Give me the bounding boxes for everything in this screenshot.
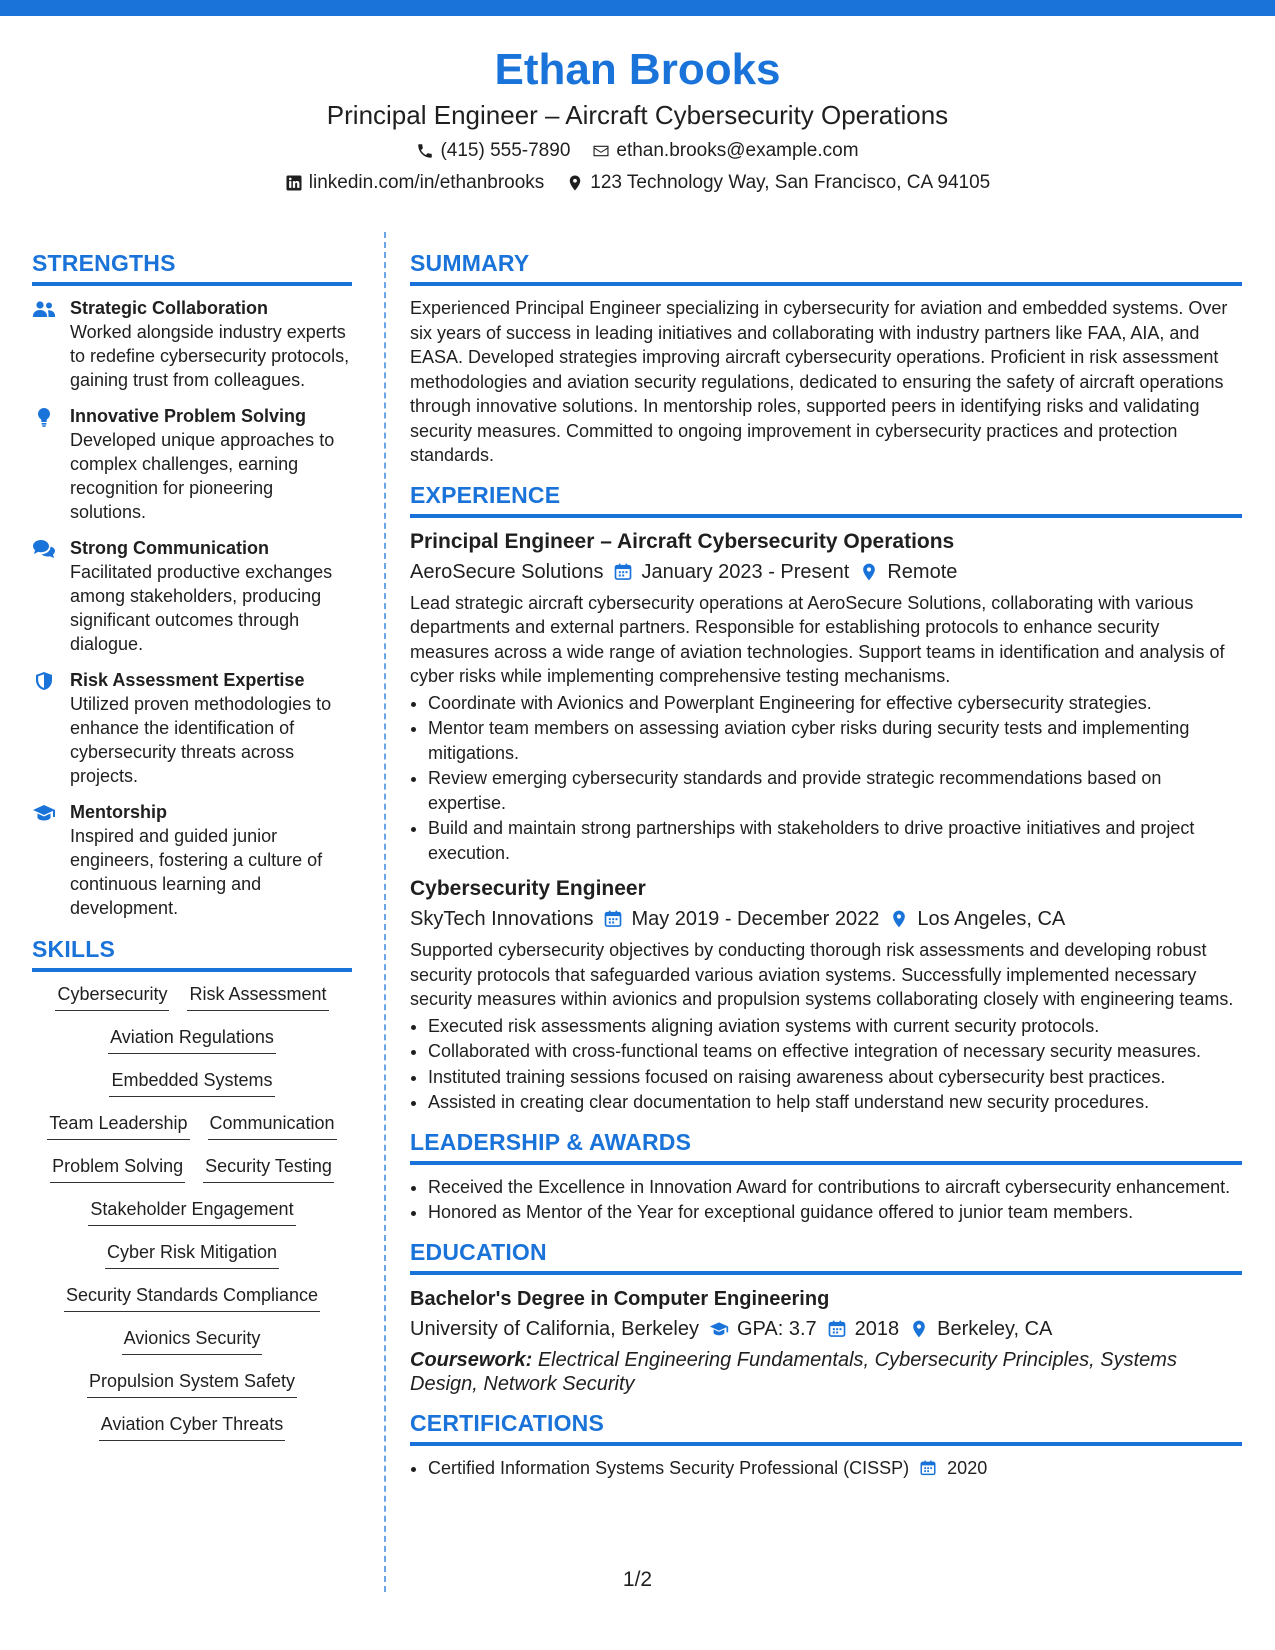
strengths-heading: STRENGTHS bbox=[32, 248, 352, 286]
job-location: Los Angeles, CA bbox=[917, 908, 1066, 930]
strength-item bbox=[32, 668, 352, 788]
strength-title: Mentorship bbox=[70, 802, 167, 822]
strength-item bbox=[32, 296, 352, 392]
left-column bbox=[32, 248, 352, 1455]
skills-list bbox=[32, 982, 352, 1441]
graduation-year: 2018 bbox=[854, 1317, 900, 1340]
strength-item bbox=[32, 800, 352, 920]
skill-row bbox=[32, 1154, 352, 1183]
map-pin-icon bbox=[909, 1319, 929, 1339]
linkedin-icon bbox=[285, 174, 303, 192]
skill-tag: Security Standards Compliance bbox=[64, 1283, 320, 1312]
leadership-heading: LEADERSHIP & AWARDS bbox=[410, 1127, 1242, 1165]
strength-description: Worked alongside industry experts to redefine cybersecurity protocols, gaining trust from colleagues. bbox=[70, 322, 350, 390]
linkedin-text: linkedin.com/in/ethanbrooks bbox=[308, 172, 545, 193]
calendar-icon bbox=[827, 1319, 847, 1339]
envelope-icon bbox=[592, 142, 610, 160]
list-item bbox=[428, 1456, 1242, 1481]
school-location: Berkeley, CA bbox=[937, 1317, 1053, 1340]
job-entry bbox=[410, 528, 1242, 866]
summary-heading: SUMMARY bbox=[410, 248, 1242, 286]
skill-row bbox=[32, 1197, 352, 1226]
coursework bbox=[410, 1348, 1242, 1396]
skill-row bbox=[32, 982, 352, 1011]
shield-icon bbox=[32, 668, 58, 788]
list-item: • Review emerging cybersecurity standards and provide strategic recommendations based on expertise. bbox=[428, 766, 1242, 815]
gpa-text: GPA: 3.7 bbox=[737, 1317, 817, 1340]
skill-tag: Avionics Security bbox=[122, 1326, 263, 1355]
certification-year: 2020 bbox=[947, 1457, 988, 1478]
experience-section bbox=[410, 480, 1242, 1115]
calendar-icon bbox=[613, 562, 633, 582]
list-item: • Assisted in creating clear documentation to help staff understand new security procedures. bbox=[428, 1090, 1242, 1115]
skill-tag: Aviation Cyber Threats bbox=[99, 1412, 285, 1441]
skill-tag: Embedded Systems bbox=[109, 1068, 274, 1097]
education-section bbox=[410, 1237, 1242, 1396]
candidate-name: Ethan Brooks bbox=[494, 45, 781, 94]
skills-heading: SKILLS bbox=[32, 934, 352, 972]
skill-row bbox=[32, 1240, 352, 1269]
experience-heading: EXPERIENCE bbox=[410, 480, 1242, 518]
job-description: Supported cybersecurity objectives by conducting thorough risk assessments and developing robust security protocols that safeguarded various aviation systems. Successfully implemented necessary security measures within avionics and propulsion systems collaborating closely with engineering teams. bbox=[410, 940, 1234, 1009]
skill-tag: Cyber Risk Mitigation bbox=[105, 1240, 279, 1269]
strength-description: Facilitated productive exchanges among stakeholders, producing significant outcomes through dialogue. bbox=[70, 562, 333, 654]
job-dates: May 2019 - December 2022 bbox=[631, 908, 880, 930]
certifications-list bbox=[410, 1456, 1242, 1481]
graduation-cap-icon bbox=[32, 800, 58, 920]
school-name: University of California, Berkeley bbox=[410, 1317, 699, 1340]
lightbulb-icon bbox=[32, 404, 58, 524]
contact-row-2 bbox=[0, 170, 1275, 196]
skill-tag: Team Leadership bbox=[47, 1111, 189, 1140]
job-meta bbox=[410, 557, 1242, 587]
candidate-title: Principal Engineer – Aircraft Cybersecurity Operations bbox=[326, 100, 949, 130]
skill-tag: Problem Solving bbox=[50, 1154, 185, 1183]
map-pin-icon bbox=[889, 909, 909, 929]
skill-tag: Security Testing bbox=[203, 1154, 334, 1183]
skill-row bbox=[32, 1369, 352, 1398]
list-item: • Mentor team members on assessing aviation cyber risks during security tests and implementing mitigations. bbox=[428, 716, 1242, 765]
top-accent-bar bbox=[0, 0, 1275, 16]
list-item: • Instituted training sessions focused on raising awareness about cybersecurity best practices. bbox=[428, 1065, 1242, 1090]
job-dates: January 2023 - Present bbox=[641, 560, 850, 583]
calendar-icon bbox=[919, 1459, 937, 1477]
leadership-list bbox=[410, 1175, 1242, 1225]
resume-header bbox=[0, 44, 1275, 196]
job-description: Lead strategic aircraft cybersecurity operations at AeroSecure Solutions, collaborating with various departments and external partners. Responsible for establishing protocols to enhance security measures across a wide range of aviation technologies. Support teams in identification and analysis of cyber risks while implementing comprehensive testing mechanisms. bbox=[410, 592, 1225, 686]
skill-row bbox=[32, 1025, 352, 1054]
job-bullets bbox=[410, 691, 1242, 866]
coursework-text: Electrical Engineering Fundamentals, Cybersecurity Principles, Systems Design, Network Security bbox=[410, 1348, 1177, 1395]
calendar-icon bbox=[603, 909, 623, 929]
strength-item bbox=[32, 404, 352, 524]
job-meta bbox=[410, 904, 1242, 934]
job-company: SkyTech Innovations bbox=[410, 908, 594, 930]
list-item: • Honored as Mentor of the Year for exceptional guidance offered to junior team members. bbox=[428, 1200, 1242, 1225]
job-title: Principal Engineer – Aircraft Cybersecurity Operations bbox=[410, 529, 955, 553]
skill-row bbox=[32, 1283, 352, 1312]
skill-tag: Propulsion System Safety bbox=[87, 1369, 297, 1398]
coursework-label: Coursework: bbox=[410, 1348, 533, 1371]
skill-row bbox=[32, 1068, 352, 1097]
certification-name: • Certified Information Systems Security Professional (CISSP) bbox=[428, 1457, 910, 1478]
strength-description: Utilized proven methodologies to enhance the identification of cybersecurity threats across projects. bbox=[70, 694, 332, 786]
strength-item bbox=[32, 536, 352, 656]
email-contact[interactable] bbox=[592, 138, 858, 164]
skill-row bbox=[32, 1111, 352, 1140]
skill-row bbox=[32, 1412, 352, 1441]
phone-contact[interactable] bbox=[416, 138, 570, 164]
linkedin-contact[interactable] bbox=[285, 170, 545, 196]
skill-tag: Stakeholder Engagement bbox=[88, 1197, 295, 1226]
list-item: • Executed risk assessments aligning aviation systems with current security protocols. bbox=[428, 1014, 1242, 1039]
job-bullets bbox=[410, 1014, 1242, 1115]
column-divider bbox=[384, 232, 386, 1592]
skill-row bbox=[32, 1326, 352, 1355]
degree-title: Bachelor's Degree in Computer Engineering bbox=[410, 1287, 830, 1310]
job-company: AeroSecure Solutions bbox=[410, 560, 604, 583]
leadership-section bbox=[410, 1127, 1242, 1225]
skill-tag: Aviation Regulations bbox=[108, 1025, 276, 1054]
map-pin-icon bbox=[859, 562, 879, 582]
job-location: Remote bbox=[887, 560, 958, 583]
graduation-cap-icon bbox=[709, 1319, 729, 1339]
certifications-heading: CERTIFICATIONS bbox=[410, 1408, 1242, 1446]
education-meta bbox=[410, 1314, 1242, 1344]
list-item: • Build and maintain strong partnerships with stakeholders to drive proactive initiatives and project execution. bbox=[428, 816, 1242, 865]
phone-text: (415) 555-7890 bbox=[440, 140, 571, 161]
phone-icon bbox=[416, 142, 434, 160]
comments-icon bbox=[32, 536, 58, 656]
skill-tag: Communication bbox=[208, 1111, 337, 1140]
list-item: • Collaborated with cross-functional teams on effective integration of necessary security measures. bbox=[428, 1039, 1242, 1064]
right-column bbox=[410, 248, 1242, 1492]
address-contact bbox=[566, 170, 990, 196]
users-icon bbox=[32, 296, 58, 392]
strength-title: Strategic Collaboration bbox=[70, 298, 269, 318]
contact-row-1 bbox=[0, 138, 1275, 164]
summary-text: Experienced Principal Engineer specializing in cybersecurity for aviation and embedded systems. Over six years of success in leading initiatives and collaborating with industry partners like FAA, AIA, and EASA. Developed strategies improving aircraft cybersecurity operations. Proficient in risk assessment methodologies and aviation security regulations, dedicated to ensuring the safety of aircraft operations through innovative solutions. In mentorship roles, supported peers in identifying risks and validating security measures. Committed to ongoing improvement in cybersecurity practices and protection standards. bbox=[410, 298, 1228, 465]
education-heading: EDUCATION bbox=[410, 1237, 1242, 1275]
job-entry bbox=[410, 875, 1242, 1115]
summary-section bbox=[410, 248, 1242, 468]
strength-title: Strong Communication bbox=[70, 538, 269, 558]
list-item: • Received the Excellence in Innovation Award for contributions to aircraft cybersecurity enhancement. bbox=[428, 1175, 1242, 1200]
strength-description: Inspired and guided junior engineers, fostering a culture of continuous learning and development. bbox=[70, 826, 323, 918]
certifications-section bbox=[410, 1408, 1242, 1481]
page-number: 1/2 bbox=[622, 1568, 653, 1591]
email-text: ethan.brooks@example.com bbox=[616, 140, 859, 161]
strength-title: Risk Assessment Expertise bbox=[70, 670, 305, 690]
skill-tag: Risk Assessment bbox=[187, 982, 328, 1011]
skill-tag: Cybersecurity bbox=[55, 982, 169, 1011]
list-item: • Coordinate with Avionics and Powerplant Engineering for effective cybersecurity strategies. bbox=[428, 691, 1242, 716]
strength-description: Developed unique approaches to complex challenges, earning recognition for pioneering solutions. bbox=[70, 430, 335, 522]
strength-title: Innovative Problem Solving bbox=[70, 406, 307, 426]
map-pin-icon bbox=[566, 174, 584, 192]
job-title: Cybersecurity Engineer bbox=[410, 877, 646, 900]
address-text: 123 Technology Way, San Francisco, CA 94105 bbox=[590, 172, 991, 193]
